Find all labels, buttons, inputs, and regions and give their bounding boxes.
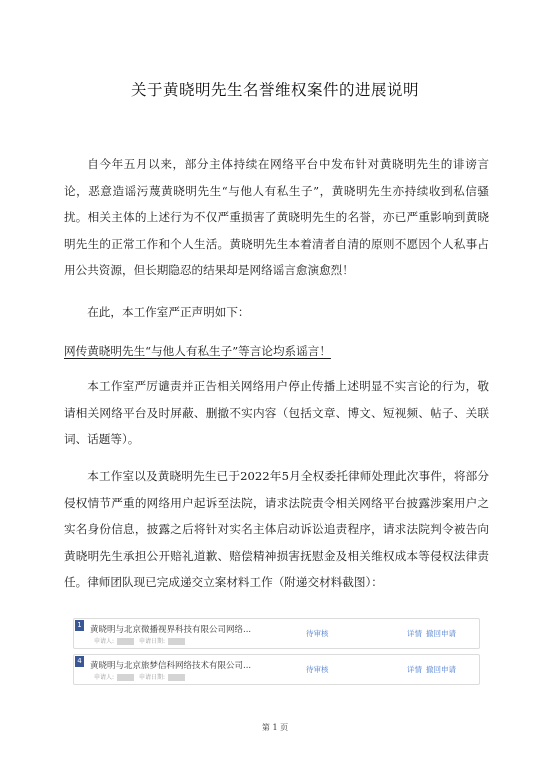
case-card (73, 618, 480, 649)
withdraw-link[interactable]: 撤回申请 (426, 629, 456, 638)
detail-link[interactable]: 详情 (407, 665, 422, 674)
case-name[interactable]: 黄晓明与北京微播视界科技有限公司网络... (90, 625, 252, 635)
paragraph-legal-action: 本工作室以及黄晓明先生已于2022年5月全权委托律师处理此次事件，将部分侵权情节严重的网络用户起诉至法院，请求法院责令相关网络平台披露涉案用户之实名身份信息，披露之后将针对实名主体启动诉讼追责程序，请求法院判令被告向黄晓明先生承担公开赔礼道歉、赔偿精神损害抚慰金及相关维权成本等侵权法律责任。律师团队现已完成递交立案材料工作（附递交材料截图）： (64, 469, 489, 589)
case-card (73, 654, 480, 685)
page-number: 第 1 页 (261, 723, 289, 732)
case-status: 待审核 (306, 629, 329, 638)
redacted-date (168, 674, 185, 681)
paragraph-rumor-statement: 网传黄晓明先生“与他人有私生子”等言论均系谣言！ (64, 344, 331, 358)
withdraw-link[interactable]: 撤回申请 (426, 665, 456, 674)
case-index-badge: 1 (75, 620, 84, 631)
paragraph-background: 自今年五月以来，部分主体持续在网络平台中发布针对黄晓明先生的诽谤言论，恶意造谣污蔑黄晓明先生“与他人有私生子”，黄晓明先生亦持续收到私信骚扰。相关主体的上述行为不仅严重损害了黄晓明先生的名誉，亦已严重影响到黄晓明先生的正常工作和个人生活。黄晓明先生本着清者自清的原则不愿因个人私事占用公共资源，但长期隐忍的结果却是网络谣言愈演愈烈！ (64, 157, 489, 277)
case-actions (407, 628, 456, 639)
paragraph-warning: 本工作室严厉谴责并正告相关网络用户停止传播上述明显不实言论的行为，敬请相关网络平台及时屏蔽、删撤不实内容（包括文章、博文、短视频、帖子、关联词、话题等）。 (64, 379, 489, 446)
redacted-applicant (117, 674, 134, 681)
paragraph-declaration-intro: 在此，本工作室严正声明如下： (87, 305, 250, 319)
date-label: 申请日期: (138, 638, 165, 645)
document-title: 关于黄晓明先生名誉维权案件的进展说明 (130, 81, 419, 99)
case-index-badge: 4 (75, 656, 84, 667)
redacted-date (168, 638, 185, 645)
case-actions (407, 664, 456, 675)
applicant-label: 申请人: (94, 674, 115, 681)
case-meta (94, 672, 188, 681)
redacted-applicant (117, 638, 134, 645)
case-name[interactable]: 黄晓明与北京旅梦信科网络技术有限公司... (90, 661, 252, 671)
date-label: 申请日期: (138, 674, 165, 681)
case-meta (94, 636, 188, 645)
detail-link[interactable]: 详情 (407, 629, 422, 638)
case-status: 待审核 (306, 665, 329, 674)
applicant-label: 申请人: (94, 638, 115, 645)
